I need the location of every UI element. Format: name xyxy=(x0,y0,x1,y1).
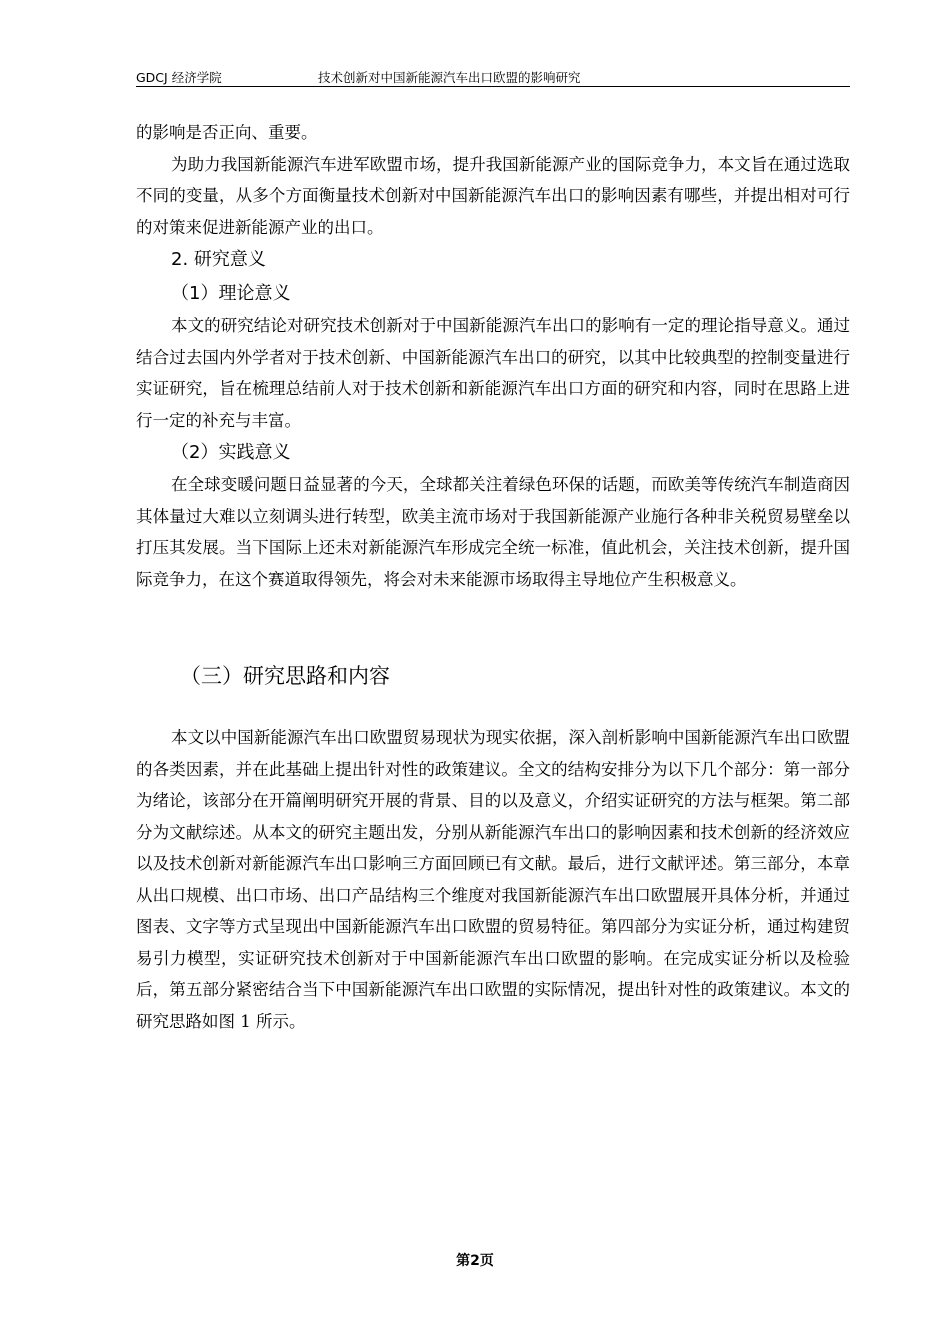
paragraph-theoretical: 本文的研究结论对研究技术创新对于中国新能源汽车出口的影响有一定的理论指导意义。通过结合过去国内外学者对于技术创新、中国新能源汽车出口的研究，以其中比较典型的控制变量进行实证研究，旨在梳理总结前人对于技术创新和新能源汽车出口方面的研究和内容，同时在思路上进行一定的补充与丰富。 xyxy=(136,316,850,430)
heading-theoretical-significance: （1）理论意义 xyxy=(171,283,291,304)
header-institution: GDCJ 经济学院 xyxy=(136,70,222,85)
page-header xyxy=(136,64,850,87)
heading-practical-significance: （2）实践意义 xyxy=(171,442,291,463)
paragraph-practical: 在全球变暖问题日益显著的今天，全球都关注着绿色环保的话题，而欧美等传统汽车制造商因其体量过大难以立刻调头进行转型，欧美主流市场对于我国新能源产业施行各种非关税贸易壁垒以打压其发展。当下国际上还未对新能源汽车形成完全统一标准，值此机会，关注技术创新，提升国际竞争力，在这个赛道取得领先，将会对未来能源市场取得主导地位产生积极意义。 xyxy=(136,475,850,589)
body-block-2 xyxy=(136,722,850,1037)
page-number: 第2页 xyxy=(456,1253,494,1269)
paragraph-continued: 的影响是否正向、重要。 xyxy=(136,123,318,142)
header-paper-title: 技术创新对中国新能源汽车出口欧盟的影响研究 xyxy=(318,70,581,85)
section-title-research-ideas: （三）研究思路和内容 xyxy=(180,664,390,688)
paragraph-aim: 为助力我国新能源汽车进军欧盟市场，提升我国新能源产业的国际竞争力，本文旨在通过选取不同的变量，从多个方面衡量技术创新对中国新能源汽车出口的影响因素有哪些，并提出相对可行的对策来促进新能源产业的出口。 xyxy=(136,154,850,237)
paragraph-research-content: 本文以中国新能源汽车出口欧盟贸易现状为现实依据，深入剖析影响中国新能源汽车出口欧盟的各类因素，并在此基础上提出针对性的政策建议。全文的结构安排分为以下几个部分：第一部分为绪论，该部分在开篇阐明研究开展的背景、目的以及意义，介绍实证研究的方法与框架。第二部分为文献综述。从本文的研究主题出发，分别从新能源汽车出口的影响因素和技术创新的经济效应以及技术创新对新能源汽车出口影响三方面回顾已有文献。最后，进行文献评述。第三部分，本章从出口规模、出口市场、出口产品结构三个维度对我国新能源汽车出口欧盟展开具体分析，并通过图表、文字等方式呈现出中国新能源汽车出口欧盟的贸易特征。第四部分为实证分析，通过构建贸易引力模型，实证研究技术创新对于中国新能源汽车出口欧盟的影响。在完成实证分析以及检验后，第五部分紧密结合当下中国新能源汽车出口欧盟的实际情况，提出针对性的政策建议。本文的研究思路如图 1 所示。 xyxy=(136,728,850,1031)
heading-research-significance: 2. 研究意义 xyxy=(171,249,266,270)
body-block-1 xyxy=(136,117,850,595)
